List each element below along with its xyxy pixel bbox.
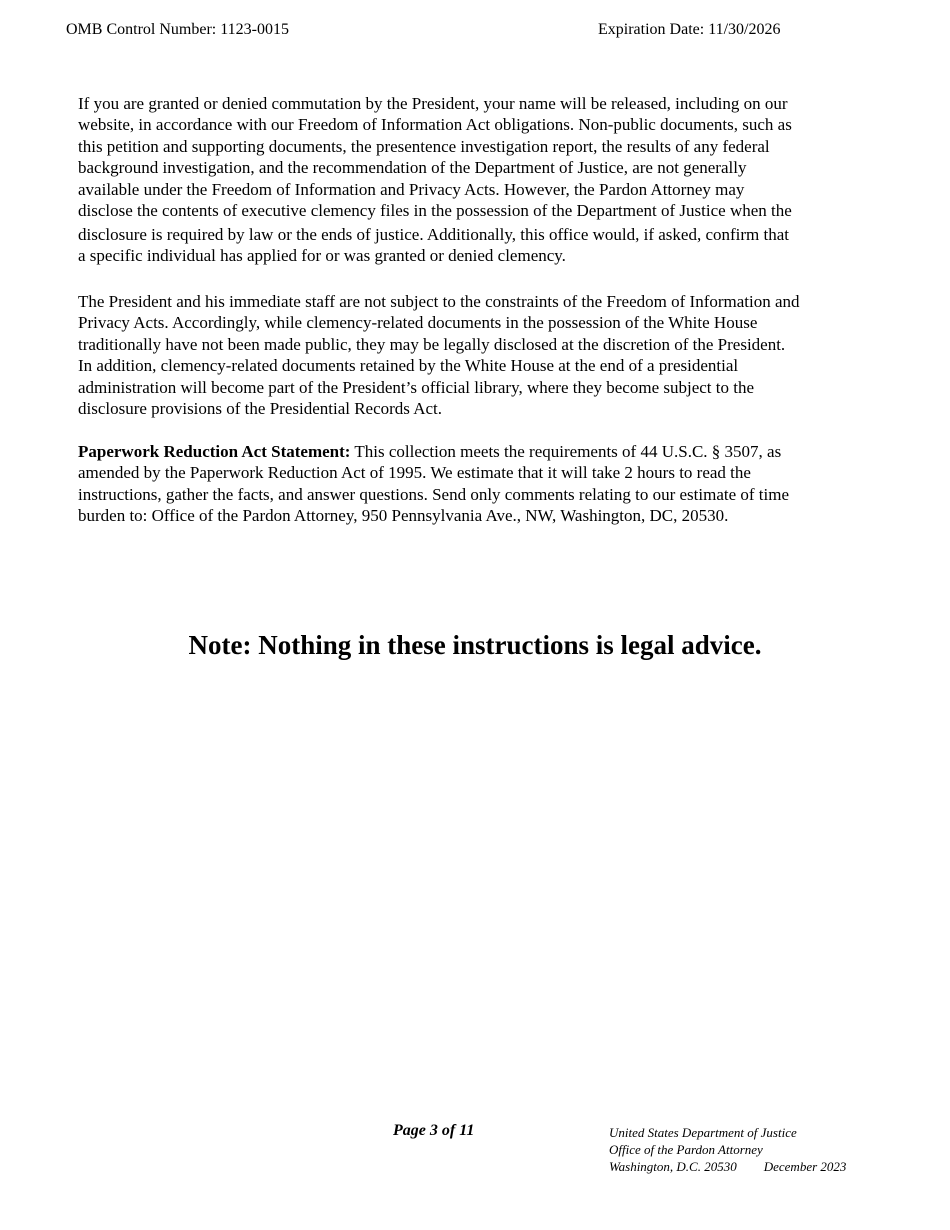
expiration-date: Expiration Date: 11/30/2026 [598, 21, 781, 38]
paragraph-paperwork-reduction-act [78, 441, 878, 527]
text-line: burden to: Office of the Pardon Attorney, 950 Pennsylvania Ave., NW, Washington, DC, 20530. [78, 506, 729, 526]
text-line: background investigation, and the recommendation of the Department of Justice, are not generally [78, 158, 747, 178]
paperwork-reduction-act-heading: Paperwork Reduction Act Statement: [78, 442, 351, 461]
text-line: website, in accordance with our Freedom of Information Act obligations. Non-public documents, such as [78, 115, 792, 135]
footer-address-line [609, 1158, 846, 1175]
footer-agency-block [609, 1124, 846, 1175]
text-line: The President and his immediate staff are not subject to the constraints of the Freedom of Information and [78, 292, 800, 311]
text-line: disclose the contents of executive clemency files in the possession of the Department of Justice when the [78, 201, 792, 221]
text-line: traditionally have not been made public, they may be legally disclosed at the discretion of the President. [78, 334, 786, 354]
paragraph-white-house-records [78, 291, 878, 419]
page-number: Page 3 of 11 [393, 1122, 475, 1139]
text-line: If you are granted or denied commutation by the President, your name will be released, including on our [78, 94, 788, 113]
footer-city: Washington, D.C. 20530 [609, 1159, 737, 1174]
footer-date: December 2023 [763, 1159, 847, 1174]
text-line: a specific individual has applied for or was granted or denied clemency. [78, 246, 566, 266]
footer-agency: United States Department of Justice [609, 1125, 797, 1140]
text-line: instructions, gather the facts, and answer questions. Send only comments relating to our estimate of time [78, 484, 790, 504]
text-fragment: This collection meets the requirements of 44 U.S.C. § 3507, as [350, 442, 782, 461]
text-line: disclosure is required by law or the ends of justice. Additionally, this office would, if asked, confirm that [78, 224, 790, 244]
text-line: disclosure provisions of the Presidential Records Act. [78, 399, 443, 419]
text-line: amended by the Paperwork Reduction Act of 1995. We estimate that it will take 2 hours to read the [78, 463, 751, 483]
text-line: In addition, clemency-related documents retained by the White House at the end of a presidential [78, 356, 739, 376]
text-line: administration will become part of the President’s official library, where they become subject to the [78, 377, 755, 397]
text-line: available under the Freedom of Information and Privacy Acts. However, the Pardon Attorney may [78, 179, 745, 199]
omb-control-number: OMB Control Number: 1123-0015 [66, 21, 289, 38]
footer-office: Office of the Pardon Attorney [609, 1142, 763, 1157]
legal-advice-note: Note: Nothing in these instructions is legal advice. [188, 630, 762, 660]
text-line: this petition and supporting documents, the presentence investigation report, the results of any federal [78, 136, 770, 156]
text-line: Privacy Acts. Accordingly, while clemency-related documents in the possession of the White House [78, 313, 758, 333]
paragraph-commutation-disclosure [78, 93, 878, 267]
text-line [78, 441, 878, 462]
